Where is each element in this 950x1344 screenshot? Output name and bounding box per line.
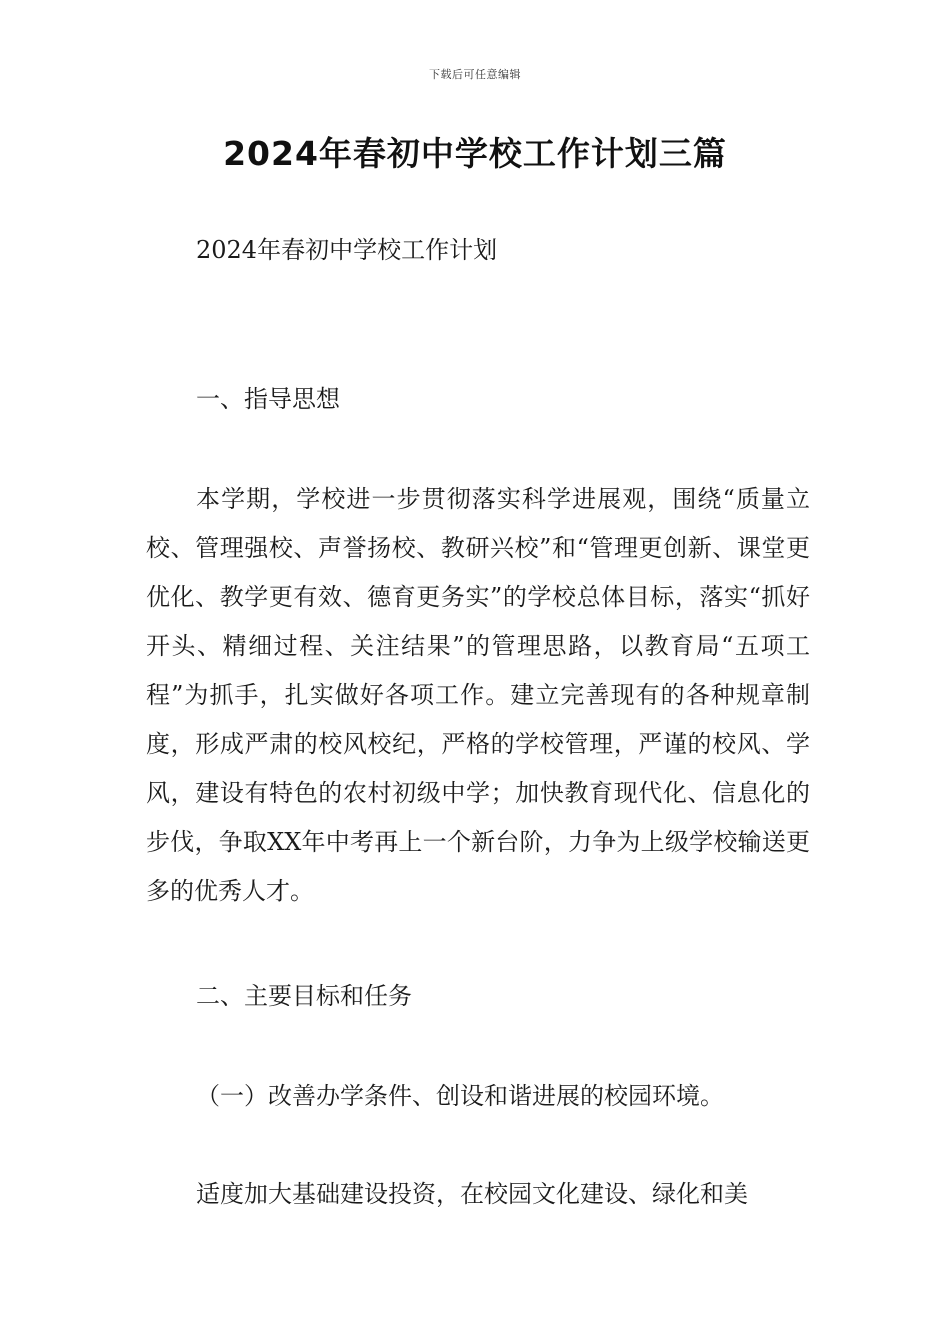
section-heading-guiding-ideology: 一、指导思想 <box>196 385 340 413</box>
paragraph-school-conditions: 适度加大基础建设投资，在校园文化建设、绿化和美 <box>196 1180 748 1208</box>
subsection-heading-school-conditions: （一）改善办学条件、创设和谐进展的校园环境。 <box>196 1082 724 1110</box>
paragraph-guiding-ideology: 本学期，学校进一步贯彻落实科学进展观，围绕“质量立校、管理强校、声誉扬校、教研兴校”和“管理更创新、课堂更优化、教学更有效、德育更务实”的学校总体目标，落实“抓好开头、精细过程、关注结果”的管理思路，以教育局“五项工程”为抓手，扎实做好各项工作。建立完善现有的各种规章制度，形成严肃的校风校纪，严格的学校管理，严谨的校风、学风，建设有特色的农村初级中学；加快教育现代化、信息化的步伐，争取XX年中考再上一个新台阶，力争为上级学校输送更多的优秀人才。 <box>146 485 810 905</box>
document-title: 2024年春初中学校工作计划三篇 <box>223 134 727 173</box>
section-heading-goals-tasks: 二、主要目标和任务 <box>196 982 412 1010</box>
header-note: 下载后可任意编辑 <box>429 68 521 81</box>
document-subtitle: 2024年春初中学校工作计划 <box>196 236 498 264</box>
